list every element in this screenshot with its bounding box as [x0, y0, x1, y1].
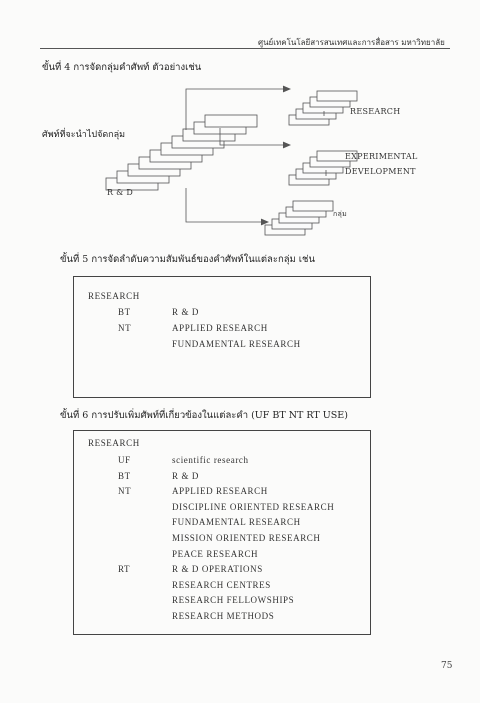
step5-box [73, 276, 371, 398]
related-term: PEACE RESEARCH [172, 548, 259, 559]
etc-label: กลุ่ม [333, 210, 348, 218]
relation-tag: NT [118, 486, 132, 497]
term-card [293, 201, 333, 211]
relation-tag: BT [118, 470, 131, 481]
rd-label: R & D [107, 188, 134, 197]
related-term: FUNDAMENTAL RESEARCH [172, 517, 301, 528]
development-label: DEVELOPMENT [345, 167, 416, 176]
research-label: RESEARCH [350, 107, 401, 116]
related-term: DISCIPLINE ORIENTED RESEARCH [172, 501, 335, 512]
related-term: scientific research [172, 455, 249, 465]
term-card [205, 115, 257, 127]
step6-box [73, 430, 371, 635]
step5-term: RESEARCH [88, 291, 140, 301]
running-header: ศูนย์เทคโนโลยีสารสนเทศและการสื่อสาร มหาวิทยาลัย [258, 38, 445, 47]
related-term: MISSION ORIENTED RESEARCH [172, 533, 321, 543]
related-term: FUNDAMENTAL RESEARCH [172, 339, 301, 349]
related-term: R & D [172, 470, 200, 481]
step6-title: ขั้นที่ 6 การปรับเพิ่มศัพท์ที่เกี่ยวข้องในแต่ละคำ (UF BT NT RT USE) [60, 410, 348, 421]
arrow-to-etc [186, 188, 266, 222]
related-term: R & D OPERATIONS [172, 564, 263, 575]
relation-tag: BT [118, 307, 131, 317]
relation-tag: UF [118, 455, 131, 465]
page-number: 75 [441, 661, 453, 671]
related-term: APPLIED RESEARCH [172, 323, 268, 333]
step4-title: ขั้นที่ 4 การจัดกลุ่มคำศัพท์ ตัวอย่างเช่น [42, 62, 202, 73]
related-term: RESEARCH METHODS [172, 611, 275, 621]
related-term: R & D [172, 307, 200, 317]
experimental-label: EXPERIMENTAL [345, 152, 418, 161]
related-term: APPLIED RESEARCH [172, 486, 268, 497]
source-terms-label: ศัพท์ที่จะนำไปจัดกลุ่ม [42, 130, 126, 140]
relation-tag: NT [118, 323, 132, 333]
step6-term: RESEARCH [88, 438, 140, 448]
related-term: RESEARCH FELLOWSHIPS [172, 595, 295, 606]
related-term: RESEARCH CENTRES [172, 579, 271, 590]
step5-title: ขั้นที่ 5 การจัดลำดับความสัมพันธ์ของคำศัพท์ในแต่ละกลุ่ม เช่น [60, 254, 315, 265]
term-card [317, 91, 357, 101]
relation-tag: RT [118, 564, 131, 575]
